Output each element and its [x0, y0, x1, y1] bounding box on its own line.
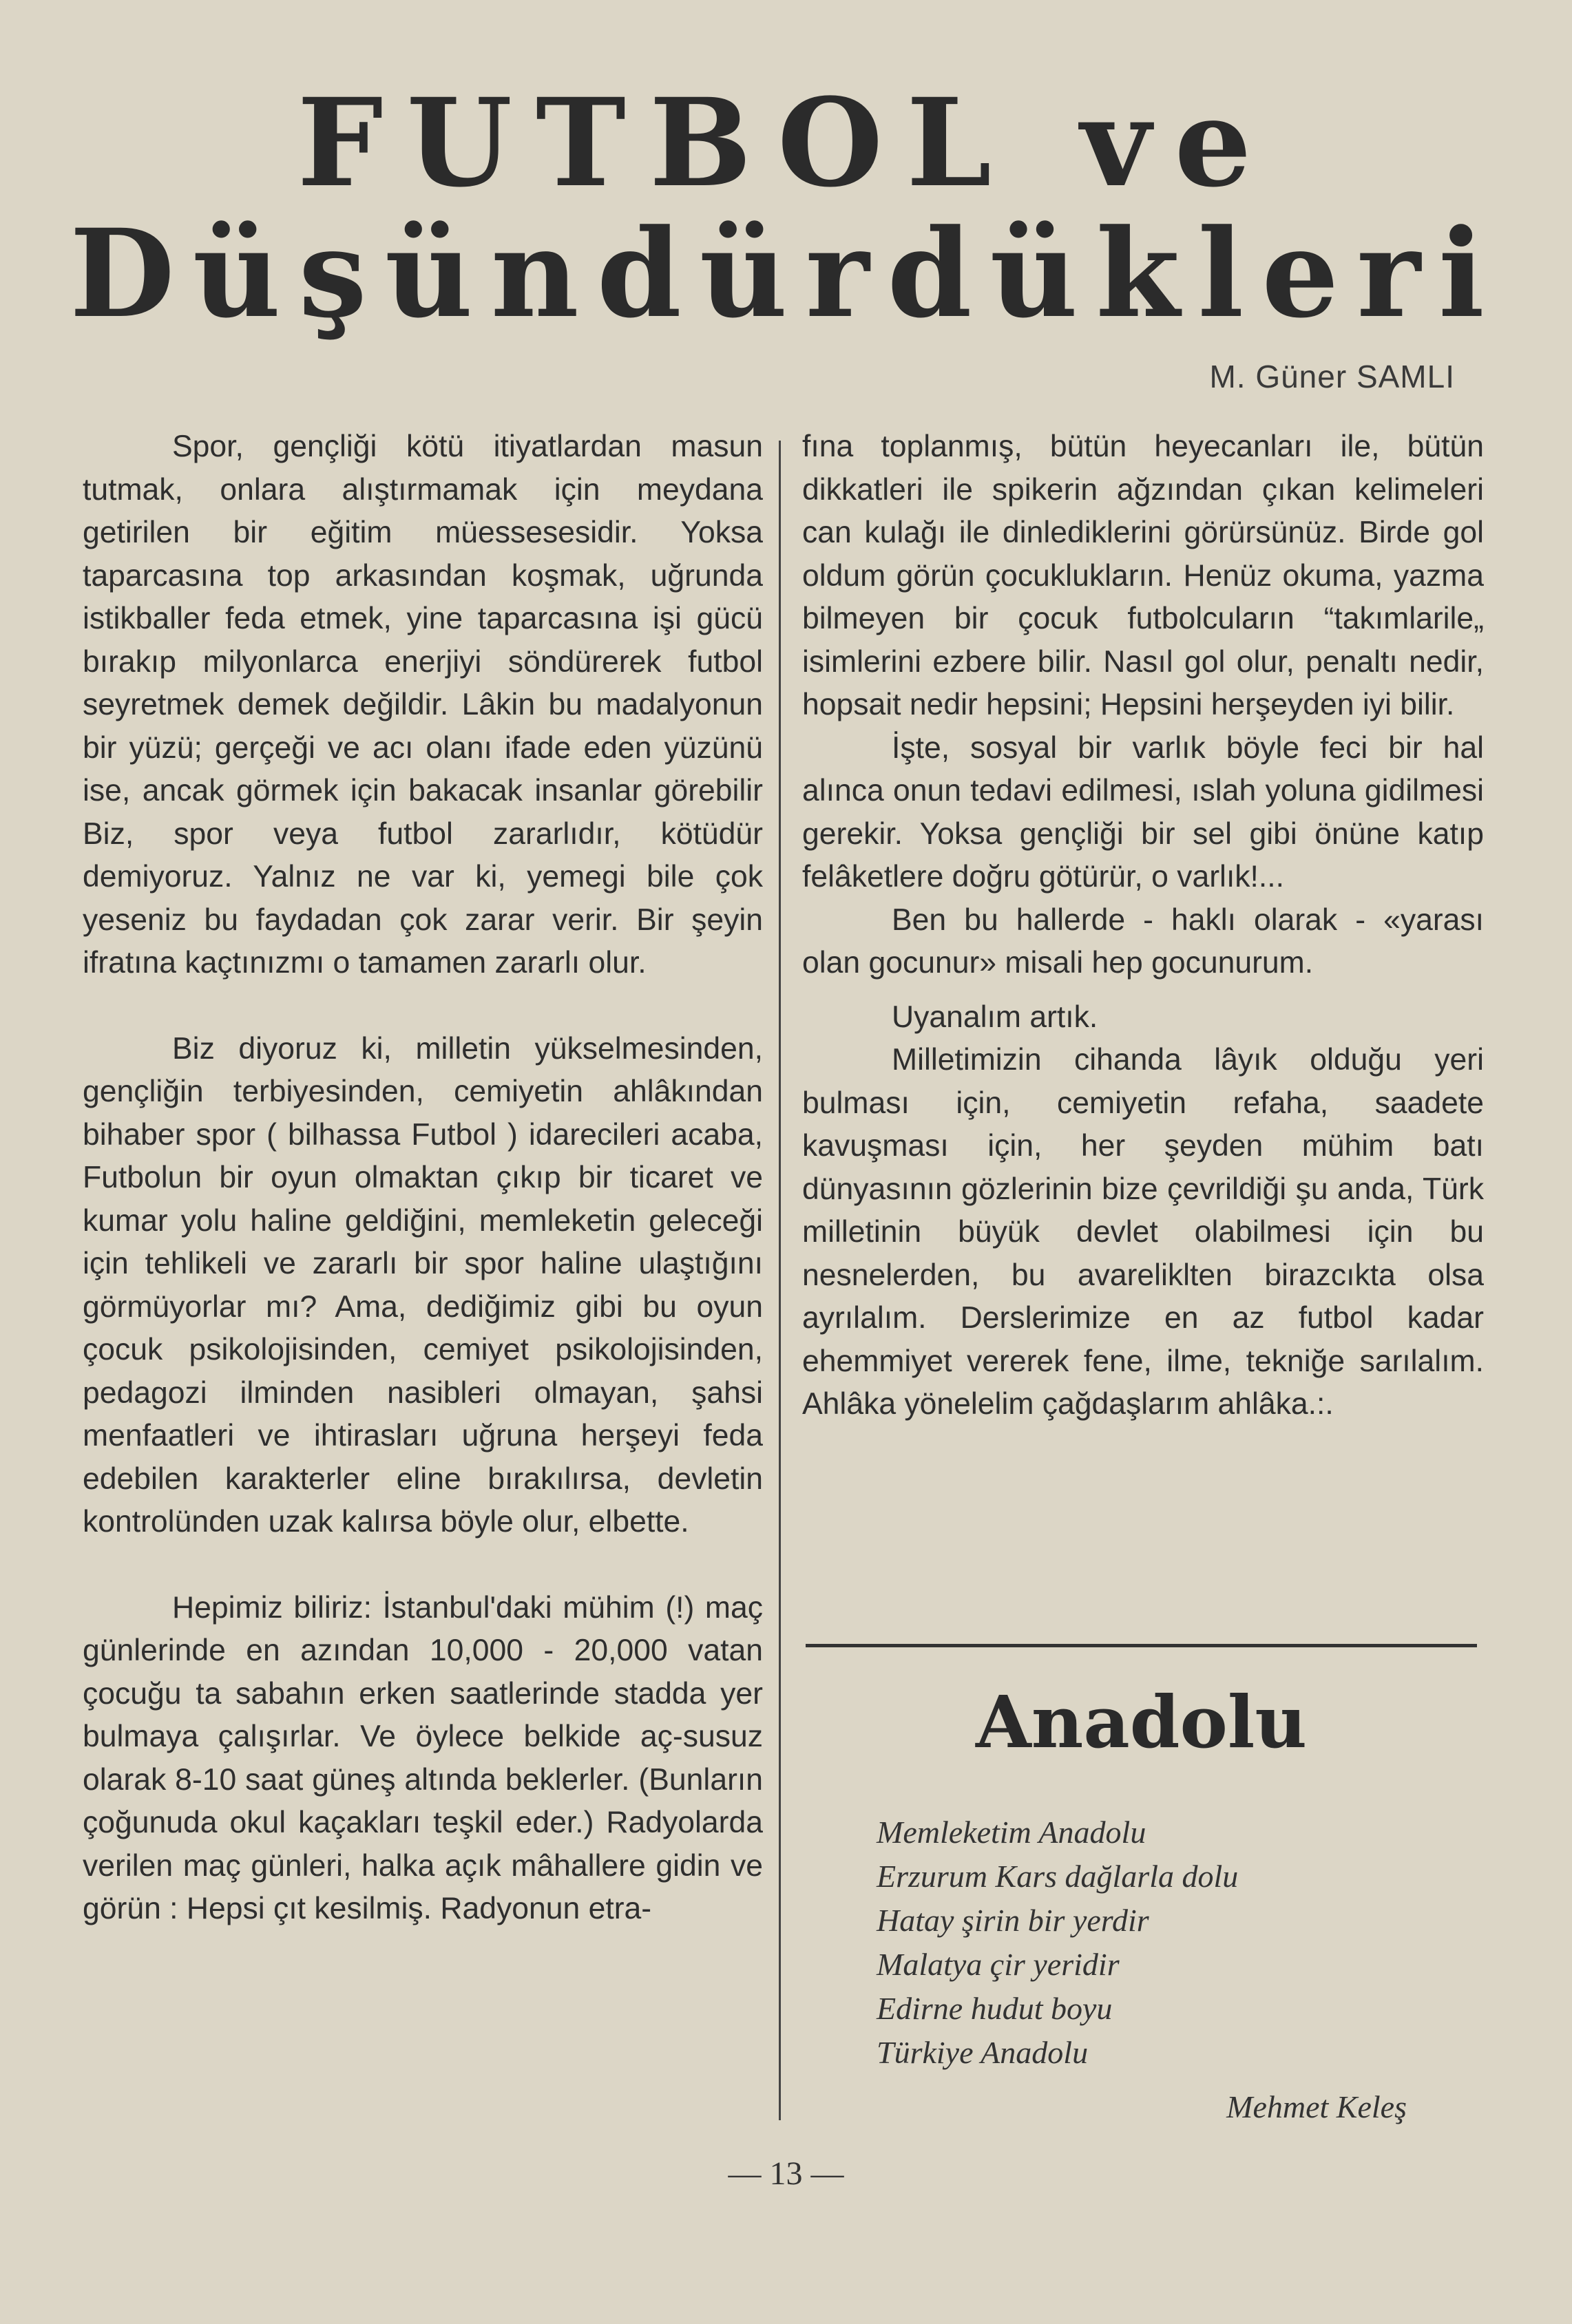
- left-column: [83, 425, 763, 1931]
- paragraph: Ben bu hallerde - haklı olarak - «yarası olan gocunur» misali hep gocunurum.: [802, 902, 1484, 980]
- poem-line: Türkiye Anadolu: [877, 2035, 1089, 2070]
- article-title-line-1: FUTBOL ve: [297, 72, 1275, 214]
- paragraph: Biz diyoruz ki, milletin yükselmesinden, gençliğin terbiyesinden, cemiyetin ahlâkından bihaber spor ( bilhassa Futbol ) idarecileri acaba, Futbolun bir oyun olmaktan çıkıp bir ticaret ve kumar yolu haline geldiğini, memleketin geleceği için tehlikeli ve zararlı bir spor haline ulaştığını görmüyorlar mı? Ama, dediğimiz gibi bu oyun çocuk psikolojisinden, cemiyet psikolojisinden, pedagozi ilminden nasibleri olmayan, şahsi menfaatleri ve ihtirasları uğruna herşeyi feda edebilen karakterler eline bırakılırsa, devletin kontrolünden uzak kalırsa böyle olur, elbette.: [83, 1031, 763, 1539]
- paragraph: Hepimiz biliriz: İstanbul'daki mühim (!) maç günlerinde en azından 10,000 - 20,000 vatan çocuğu ta sabahın erken saatlerinde stadda yer bulmaya çalışırlar. Ve öylece belkide aç-susuz olarak 8-10 saat güneş altında beklerler. (Bunların çoğunuda okul kaçakları teşkil eder.) Radyolarda verilen maç günleri, halka açık mâhallere gidin ve görün : Hepsi çıt kesilmiş. Radyonun etra-: [83, 1590, 763, 1925]
- paragraph: İşte, sosyal bir varlık böyle feci bir hal alınca onun tedavi edilmesi, ıslah yoluna gidilmesi gerekir. Yoksa gençliği bir sel gibi önüne katıp felâketlere doğru götürür, o varlık!...: [802, 730, 1484, 894]
- article-title-line-2: Düşündürdükleri: [70, 202, 1502, 345]
- poem-line: Malatya çir yeridir: [877, 1947, 1120, 1982]
- poem-line: Hatay şirin bir yerdir: [877, 1903, 1149, 1938]
- poem-line: Erzurum Kars dağlarla dolu: [877, 1859, 1239, 1894]
- paragraph: Spor, gençliği kötü itiyatlardan masun tutmak, onlara alıştırmamak için meydana getirilen bir eğitim müessesesidir. Yoksa taparcasına top arkasından koşmak, uğrunda istikballer feda etmek, yine taparcasına işi gücü bırakıp milyonlarca enerjiyi söndürerek futbol seyretmek demek değildir. Lâkin bu madalyonun bir yüzü; gerçeği ve acı olanı ifade eden yüzünü ise, ancak görmek için bakacak insanlar görebilir Biz, spor veya futbol zararlıdır, kötüdür demiyoruz. Yalnız ne var ki, yemegi bile çok yeseniz bu faydadan çok zarar verir. Bir şeyin ifratına kaçtınızmı o tamamen zararlı olur.: [83, 430, 763, 980]
- paragraph: Uyanalım artık.: [892, 1000, 1098, 1034]
- poem-line: Edirne hudut boyu: [877, 1991, 1113, 2026]
- right-column: [802, 425, 1484, 1426]
- paragraph: Milletimizin cihanda lâyık olduğu yeri bulması için, cemiyetin refaha, saadete kavuşması için, her şeyden mühim batı dünyasının gözlerinin bize çevrildiği şu anda, Türk milletinin büyük devlet olabilmesi için bu nesnelerden, bu avareliklten birazcıkta olsa ayrılalım. Derslerimize en az futbol kadar ehemmiyet vererek fene, ilme, tekniğe sarılalım. Ahlâka yönelelim çağdaşlarım ahlâka.:.: [802, 1043, 1484, 1421]
- page-number: — 13 —: [728, 2155, 844, 2192]
- paragraph: fına toplanmış, bütün heyecanları ile, bütün dikkatleri ile spikerin ağzından çıkan kelimeleri can kulağı ile dinlediklerini görürsünüz. Birde gol oldum görün çocuklukların. Henüz okuma, yazma bilmeyen bir çocuk futbolcuların “takımlarile„ isimlerini ezbere bilir. Nasıl gol olur, penaltı nedir, hopsait nedir hepsini; Hepsini herşeyden iyi bilir.: [802, 430, 1484, 721]
- column-divider: [779, 441, 781, 2120]
- poem-line: Memleketim Anadolu: [877, 1815, 1146, 1850]
- section-divider: [806, 1644, 1477, 1647]
- poem: [877, 1810, 1238, 2075]
- article-author: M. Güner SAMLI: [1209, 359, 1455, 394]
- poem-title: Anadolu: [976, 1680, 1307, 1764]
- poem-author: Mehmet Keleş: [1226, 2089, 1407, 2124]
